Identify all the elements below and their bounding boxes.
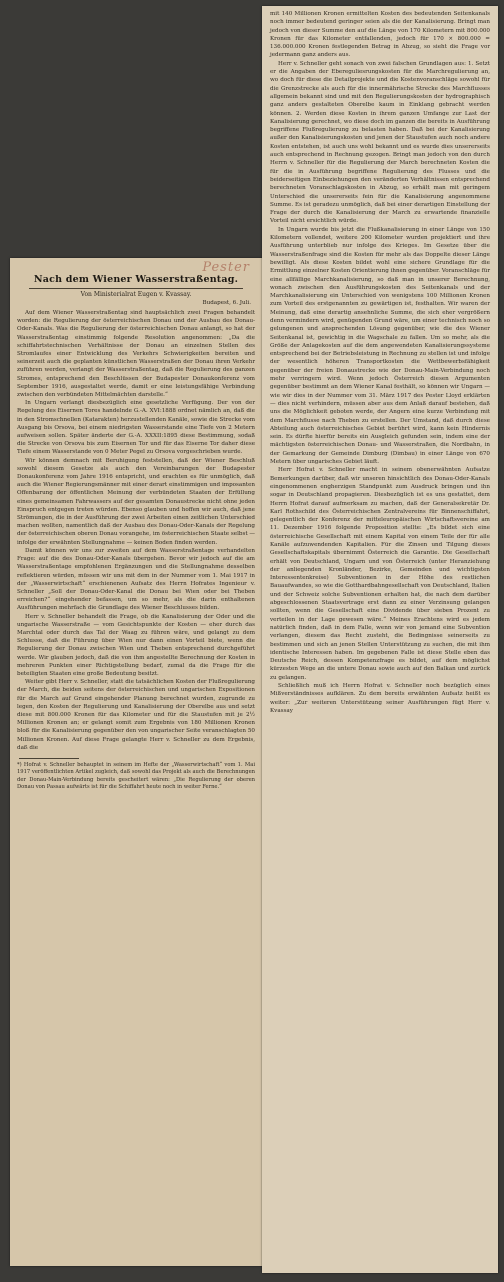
right-paragraph: In Ungarn wurde bis jetzt die Flußkanalisierung in einer Länge von 150 Kilometern vollendet, weitere 200 Kilometer wurden projektiert und ihre Ausführung unterblieb nur infolge des Krieges. Im Gesetze über die Wasserstraßenfrage sind die Kosten für mehr als das Doppelte dieser Länge bewilligt. Als diese Kosten bildet wohl eine sichere Grundlage für die Ermittlung einzelner Kosten Orientierung ihnen gegenüber. Voranschläge für eine allfällige Marchkanalisierung, so daß man in unserer Berechnung, wonach zwischen den Ausführungskosten des Seitenkanals und der Marchkanalisierung ein Unterschied von wenigstens 100 Millionen Kronen zum Vorteil des erstgenannten zu gewärtigen ist, festhalten. Wir waren der Meinung, daß eine derartig ansehnliche Summe, die sich eher vergrößern denn vermindern wird, genügenden Grund wäre, um einer technisch noch so gelungenen und ansprechenden Lösung gegenüber, wie die des Wiener Seitenkanal ist, gewichtig in die Wagschale zu fallen. Um so mehr, als die Größe der Anlagekosten auf die dem angewendeten Kanalisierungssysteme entsprechend bei der Betriebsleistung in Rechnung zu stellen ist und infolge der wesentlich höheren Transportkosten die Wettbewerbsfähigkeit gegenüber der freien Donaustrecke wie der Donau-Main-Verbindung noch mehr verringern wird. Wenn jedoch Österreich diesen Argumenten gegenüber bestimmt an dem Wiener Kanal festhält, so können wir Ungarn — wie wir dies in der Nummer vom 31. März 1917 des Pester Lloyd erklärten — dies nicht verhindern, müssen aber aus dem Anlaß darauf bestehen, daß uns die Möglichkeit geboten werde, der Angern eine kurze Verbindung mit dem Marchflusse nach Theben zu erstellen. Der Umstand, daß durch diese Abteilung auch österreichisches Gebiet berührt wird, kann kein Hindernis sein. Es dürfte hierfür bereits ein Ausgleich gefunden sein, indem eine der mächtigsten österreichischen Donau- und Wasserstraßen, die Nordbahn, in der Gemarkung der Gemeinde Dimburg (Dimbau) in einer Länge von 670 Metern über ungarisches Gebiet läuft. [270,226,490,466]
archive-stamp: Pester [202,260,250,275]
left-column [17,274,255,792]
article-dateline: Budapest, 6. Juli. [202,300,251,306]
right-column [270,10,490,715]
article-byline: Von Ministerialrat Eugen v. Kvassay. [80,291,192,298]
article-clipping-right [262,6,498,1273]
footnote: *) Hofrat v. Schneller behauptet in seinem im Hefte der „Wasserwirtschaft“ vom 1. Mai 1917 veröffentlichten Artikel zugleich, daß sowohl das Projekt als auch die Berechnungen der Donau-Main-Verbindung bereits gescheitert wären: „Die Regulierung der oberen Donau von Passau aufwärts ist für die Schiffahrt heute noch in weiter Ferne.“ [17,761,255,791]
right-paragraph: Herr Hofrat v. Schneller macht in seinem obenerwähnten Aufsatze Bemerkungen darüber, daß wir unseren hinsichtlich des Donau-Oder-Kanals eingenommenen engherzigen Standpunkt zum Ausdruck bringen und ihn sogar in Deutschland propagieren. Diesbezüglich ist es uns gestattet, dem Herrn Hofrat darauf aufmerksam zu machen, daß der Generalsekretär Dr. Karl Rothschild des Österreichischen Zentralvereins für Binnenschiffahrt, gelegentlich der Konferenz der mitteleuropäischen Wirtschaftsvereine am 11. Dezember 1916 folgende Proposition stellte: „Es bildet sich eine österreichische Gesellschaft mit einem Kapital von einem Teile der für alle Kanäle aufzuwendenden Kapitalien. Für die Zinsen und Tilgung dieses Gesellschaftskapitals übernimmt Österreich die Garantie. Die Gesellschaft erhält von Deutschland, Ungarn und von Österreich (unter Heranziehung der anliegenden Kronländer, Bezirke, Gemeinden und wichtigsten Interessentenkreise) Subventionen in der Höhe des restlichen Bauaufwandes, so wie die Gotthardbahngesellschaft von Deutschland, Italien und der Schweiz solche Subventionen erhalten hat, die nach dem darüber abgeschlossenen Staatsvertrage erst dann zu einer Verzinsung gelangen sollten, wenn die Gesellschaft eine Dividende über sieben Prozent zu verteilen in der Lage gewesen wäre.“ Meines Erachtens wird es jedem natürlich finden, daß in dem Falle, wenn wir von jemand eine Subvention verlangen, diesem das Recht zusteht, die Bedingnisse seinerseits zu bestimmen und sich an jenen Stellen Unterstützung zu suchen, die mit ihm identische Interessen haben. Im gegebenen Falle ist diese Stelle eben das Deutsche Reich, dessen Kompetenzfrage es bildet, auf dem möglichst kürzesten Wege an die untere Donau sowie auch auf den Balkan und zurück zu gelangen. [270,467,490,681]
left-paragraph: Damit können wir uns zur zweiten auf dem Wasserstraßentage verhandelten Frage: auf die des Donau-Oder-Kanals übergehen. Bevor wir jedoch auf die am Wasserstraßentage empfohlenen Ergänzungen und die Stellungnahme desselben reflektieren würden, müssen wir uns mit dem in der Nummer vom 1. Mai 1917 in der „Wasserwirtschaft“ erschienenen Aufsatz des Herrn Hofrates Ingenieur v. Schneller „Soll der Donau-Oder-Kanal die Donau bei Wien oder bei Theben erreichen?“ eingehender befassen, um so mehr, als die darin enthaltenen Ausführungen mehrfach die Grundlage des Wiener Beschlusses bilden. [17,547,255,612]
left-paragraph: Wir können demnach mit Beruhigung feststellen, daß der Wiener Beschluß sowohl diesem Gesetze als auch den Vereinbarungen der Budapester Donaukonferenz vom Jahre 1916 entspricht, und erachten es für unmöglich, daß auch die Wiener Regierungsmänner mit einer derart einstimmigen und imposanten Offenbarung der öffentlichen Meinung der verbündeten Staaten der Erfüllung eines gemeinsamen Fahrwassers auf der gesamten Donaustrecke nicht ohne jeden Einspruch entgegen treten würden. Ebenso glauben und hoffen wir auch, daß jene Strömungen, die in der Ausführung der zwei Arbeiten einen zeitlichen Unterschied machen wollten, namentlich daß der Ausbau des Donau-Oder-Kanals der Regelung der österreichischen oberen Donau vorangehe, im österreichischen Staate selbst — infolge der erwähnten Stellungnahme — keinen Boden finden werden. [17,457,255,546]
headline-rule [29,288,243,289]
right-paragraph: mit 140 Millionen Kronen ermittelten Kosten des bedeutenden Seitenkanals noch immer bedeutend geringer seien als die der Kanalisierung. Bringt man jedoch von dieser Summe den auf die Länge von 170 Kilometern mit 800.000 Kronen für das Kilometer entfallenden, jedoch für 170 × 800.000 = 136.000.000 Kronen festlegenden Betrag in Abzug, so sieht die Frage vor jedermann ganz anders aus. [270,11,490,59]
article-headline: Nach dem Wiener Wasserstraßentag. [33,274,239,285]
left-paragraph: Herr v. Schneller behandelt die Frage, ob die Kanalisierung der Oder und die ungarische Wasserstraße — vom Gesichtspunkte der Kosten — eher durch das Marchtal oder durch das Tal der Waag zu führen wäre, und gelangt zu dem Schlusse, daß die Führung über Wien nur dann einen Vorteil biete, wenn die Regulierung der Donau zwischen Wien und Theben entsprechend durchgeführt werde. Wir glauben jedoch, daß die von ihm angestellte Berechnung der Kosten in mehreren Punkten einer Richtigstellung bedarf, zumal da die Frage für die beteiligten Staaten eine große Bedeutung besitzt. [17,613,255,677]
left-paragraph: Auf dem Wiener Wasserstraßentag sind hauptsächlich zwei Fragen behandelt worden: die Regulierung der österreichischen Donau und der Ausbau des Donau-Oder-Kanals. Was die Regulierung der österreichischen Donau anlangt, so hat der Wasserstraßentag einstimmig folgende Resolution angenommen: „Da die schiffahrtstechnischen Verhältnisse der Donau an einzelnen Stellen des Stromlaufes einer Entwicklung des Verkehrs Schwierigkeiten bereiten und seinerzeit auch die geplanten künstlichen Wasserstraßen der Donau ihren Verkehr zuführen werden, verlangt der Wasserstraßentag, daß die Regulierung des ganzen Stromes, entsprechend den Beschlüssen der Budapester Donaukonferenz vom September 1916, ausgestaltet werde, damit er eine leistungsfähige Verbindung zwischen den verbündeten Mittelmächten darstelle.“ [17,310,255,399]
right-paragraph: Schließlich muß ich Herrn Hofrat v. Schneller noch bezüglich eines Mißverständnisses aufklären. Zu dem bereits erwähnten Aufsatz heißt es weiter: „Zur weiteren Unterstützung seiner Ausführungen fügt Herr v. Kvassay [270,683,490,714]
left-paragraph: In Ungarn verlangt diesbezüglich eine gesetzliche Verfügung. Der von der Regelung des Eisernen Tores handelnde G.-A. XVI:1888 ordnet nämlich an, daß die in den Stromschnellen (Katarakten) herzustellenden Kanäle, sowie die Strecke vom Ausgang bis Orsova, bei einem niedrigsten Wasserstande eine Tiefe von 2 Metern aufweisen sollen. Später änderte der G.-A. XXXII:1895 diese Bestimmung, sodaß die Strecke von Orsova bis zum Eisernen Tor und für das Eiserne Tor daher diese Tiefe einem Wasserstande von 0 Meter Pegel zu Orsova vorgeschrieben wurde. [17,400,255,456]
left-paragraph: Weiter gibt Herr v. Schneller, statt die tatsächlichen Kosten der Flußregulierung der March, die beiden seitens der österreichischen und ungarischen Expositionen für die March auf Grund eingehender Planung berechnet wurden, zugrunde zu legen, den Kosten der Regulierung und Kanalisierung der Oberelbe aus und setzt diese mit 800.000 Kronen für das Kilometer und für die Staustufen mit je 2½ Millionen Kronen an; er gelangt somit zum Ergebnis von 180 Millionen Kronen bloß für die Kanalisierung gegenüber den von ungarischer Seite veranschlagten 50 Millionen Kronen. Auf diese Frage gelangte Herr v. Schneller zu dem Ergebnis, daß die [17,679,255,751]
footnote-rule [19,758,79,759]
article-clipping-left [10,258,262,1266]
right-paragraph: Herr v. Schneller geht sonach von zwei falschen Grundlagen aus: 1. Setzt er die Angaben der Ebereguliesrungskosten für die Marchregulierung an, wo doch für diese die Detailprojekte und die Kostenvoranschläge sowohl für die Grenzstrecke als auch für die innermährische Strecke des Marchflusses allgemein bekannt sind und mit den Regulierungskosten der hydrographisch ganz anders gestalteten Oberelbe kaum in Einklang gebracht werden können. 2. Werden diese Kosten in ihrem ganzen Umfange zur Last der Kanalisierung gerechnet, wo diese doch im ganzen die bereits in Ausführung begriffene Flußregulierung zu belasten haben. Daß bei der Kanalisierung außer den Kanalisierungskosten und jenen der Staustufen auch noch andere Kosten entstehen, ist auch uns wohl bekannt und es wurde dies unsererseits auch entsprechend in Rechnung gezogen. Bringt man jedoch von den durch Herrn v. Schneller für die Regulierung der March berechneten Kosten die für die in Ausführung begriffene Regulierung des Flusses und die beiderseitigen Einbeziehungen den veränderten Verhältnissen entsprechend berechneten Voranschlagskosten in Abzug, so erhält man mit geringem Unterschied die unsererseits fein für die Kanalisierung angenommene Summe. Es ist geradezu unmöglich, daß bei einer derartigen Einstellung der Frage der durch die Kanalisierung der March zu erwartende finanzielle Vorteil nicht ersichtlich würde. [270,60,490,225]
